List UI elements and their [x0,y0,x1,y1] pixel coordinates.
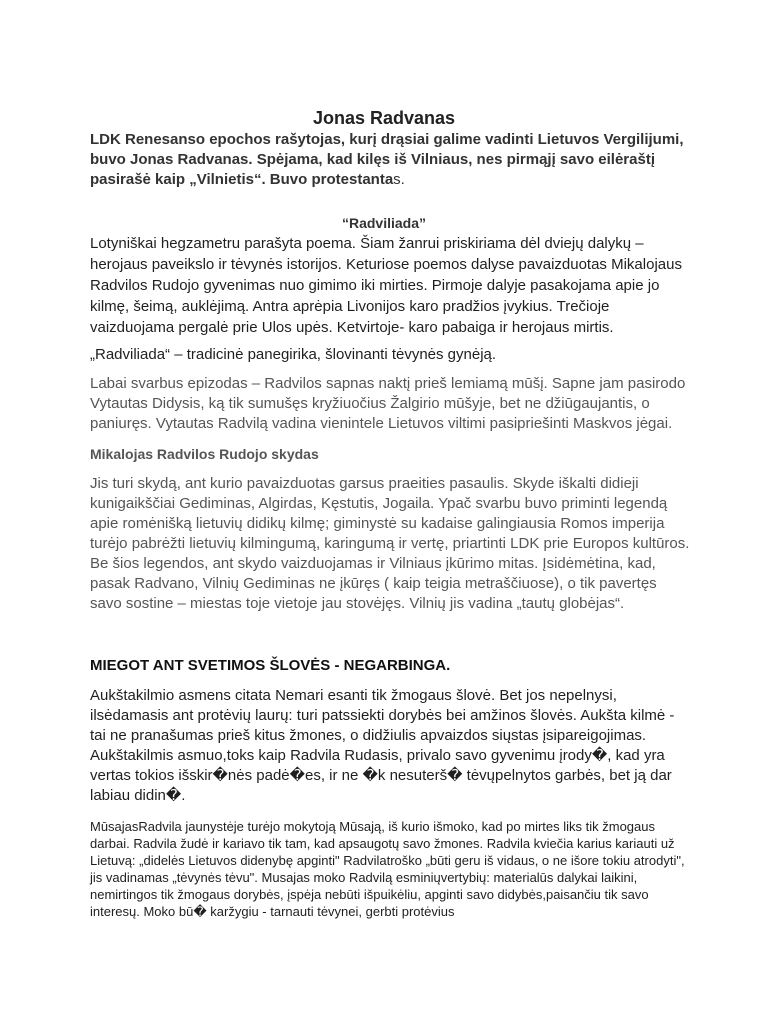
intro-tail: s. [393,171,405,188]
paragraph-shield: Jis turi skydą, ant kurio pavaizduotas garsus praeities pasaulis. Skyde iškalti didieji kunigaikščiai Gediminas, Algirdas, Kęstutis, Jogaila. Ypač svarbu buvo priminti legendą apie romėnišką lietuvių didikų kilmę; giminystė su kadaise galingiausia Romos imperija turėjo pabrėžti lietuvių kilmingumą, karingumą ir vertę, priartinti LDK prie Europos kultūros. Be šios legendos, ant skydo vaizduojamas ir Vilniaus įkūrimo mitas. Įsidėmėtina, kad, pasak Radvano, Vilnių Gediminas ne įkūręs ( kaip teigia metraščiuose), o tik pavertęs savo sostine – miestas toje vietoje jau stovėjęs. Vilnių jis vadina „tautų globėjas“. [90,475,690,612]
paragraph-noble-quote: Aukštakilmio asmens citata Nemari esanti tik žmogaus šlovė. Bet jos nepelnysi, ilsėdamasis ant protėvių laurų: turi patssiekti dorybės bei amžinos šlovės. Aukšta kilmė - tai ne pranašumas prieš kitus žmones, o didžiulis apvaizdos siųstas įsipareigojimas. Aukštakilmis asmuo,toks kaip Radvila Rudasis, privalo savo gyvenimu įrody�, kad yra vertas tokios išskir�nės padė�es, ir ne �k nesuterš� tėvųpelnytos garbės, bet ją dar labiau didin�. [90,687,675,804]
document-title: Jonas Radvanas [312,108,456,129]
paragraph-musajas: MūsajasRadvila jaunystėje turėjo mokytoją Mūsają, iš kurio išmoko, kad po mirtes liks tik žmogaus darbai. Radvila žudė ir kariavo tik tam, kad apsaugotų savo žmones. Radvila kviečia karius kariauti už Lietuvą: „didelės Lietuvos didenybę apginti" Radvilatroško „būti geru iš vidaus, o ne išore tokiu atrodyti", jis vadinamas „tėvynės tėvu". Musajas moko Radvilą esminiųvertybių: materialūs dalykai laikini, nemirtingos tik žmogaus dorybės, įspėja nebūti išpuikėliu, apginti savo didybės,paisančiu tik savo interesų. Moko bū� karžygiu - tarnauti tėvynei, gerbti protėvius [90,819,685,919]
intro-text: LDK Renesanso epochos rašytojas, kurį drąsiai galime vadinti Lietuvos Vergilijumi, buvo Jonas Radvanas. Spėjama, kad kilęs iš Vilniaus, nes pirmąjį savo eilėraštį pasirašė kaip „Vilnietis“. Buvo protestanta [90,131,684,188]
section-heading-shield: Mikalojas Radvilos Rudojo skydas [90,446,319,462]
intro-paragraph [90,130,690,190]
paragraph-dream-episode: Labai svarbus epizodas – Radvilos sapnas naktį prieš lemiamą mūšį. Sapne jam pasirodo Vytautas Didysis, ką tik sumušęs kryžiuočius Žalgirio mūšyje, bet ne džiūgaujantis, o paniuręs. Vytautas Radvilą vadina vienintele Lietuvos viltimi pasipriešinti Maskvos jėgai. [90,375,686,432]
paragraph-panegyric: „Radviliada“ – tradicinė panegirika, šlovinanti tėvynės gynėją. [90,346,497,363]
paragraph-poem-description: Lotyniškai hegzametru parašyta poema. Šiam žanrui priskiriama dėl dviejų dalykų – herojaus paveikslo ir tėvynės istorijos. Keturiose poemos dalyse pavaizduotas Mikalojaus Radvilos Rudojo gyvenimas nuo gimimo iki mirties. Pirmoje dalyje pasakojama apie jo kilmę, šeimą, auklėjimą. Antra aprėpia Livonijos karo pradžios įvykius. Trečioje vaizduojama pergalė prie Ulos upės. Ketvirtoje- karo pabaiga ir herojaus mirtis. [90,235,682,336]
section-heading-glory: MIEGOT ANT SVETIMOS ŠLOVĖS - NEGARBINGA. [90,657,451,674]
section-subtitle: “Radviliada” [341,214,427,231]
